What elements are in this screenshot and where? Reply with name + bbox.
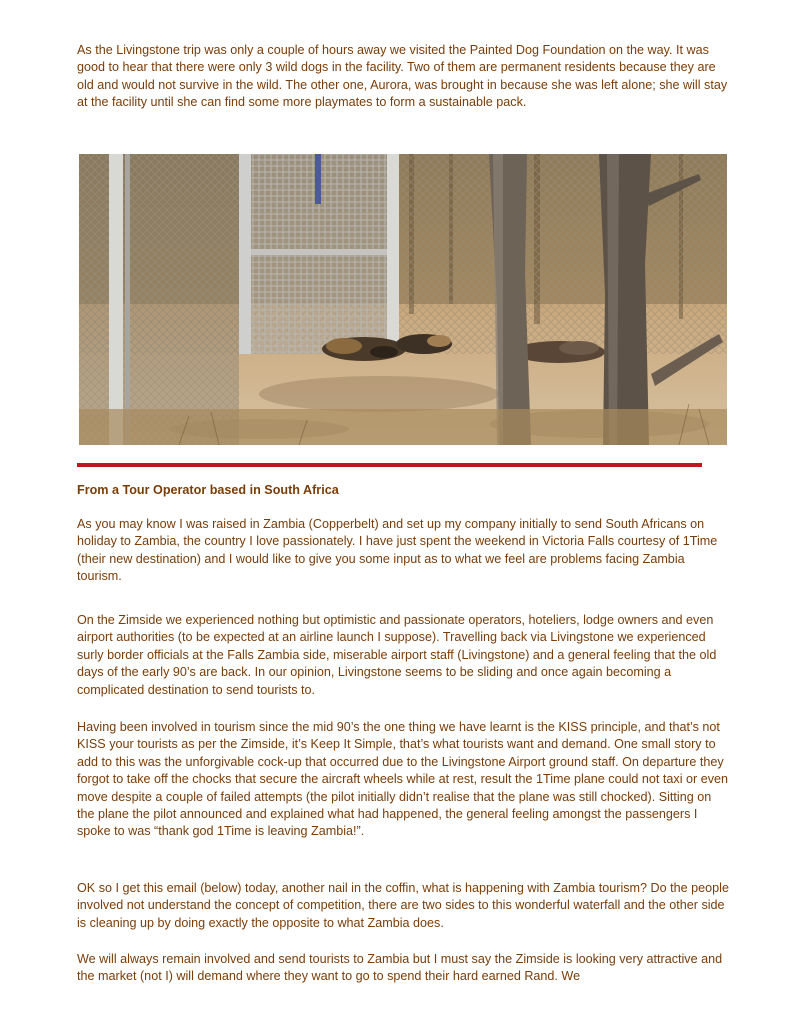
paragraph-3: Having been involved in tourism since the mid 90’s the one thing we have learnt is the KISS principle, and that’s not KISS your tourists as per the Zimside, it’s Keep It Simple, that’s what tourists want and demand. One small story to add to this was the unforgivable cock-up that occurred due to the Livingstone Airport ground staff. On departure they forgot to take off the chocks that secure the aircraft wheels while at rest, result the 1Time plane could not taxi or even move despite a couple of failed attempts (the pilot initially didn’t realise that the plane was still chocked). Sitting on the plane the pilot announced and explained what had happened, the general feeling amongst the passengers I spoke to was “thank god 1Time is leaving Zambia!”. xyxy=(77,720,729,839)
paragraph-1: As you may know I was raised in Zambia (Copperbelt) and set up my company initially to send South Africans on holiday to Zambia, the country I love passionately. I have just spent the weekend in Victoria Falls courtesy of 1Time (their new destination) and I would like to give you some input as to what we feel are problems facing Zambia tourism. xyxy=(77,517,718,584)
paragraph-5: We will always remain involved and send tourists to Zambia but I must say the Zimside is looking very attractive and the market (not I) will demand where they want to go to spend their hard earned Rand. We xyxy=(77,952,723,984)
paragraph-2: On the Zimside we experienced nothing but optimistic and passionate operators, hoteliers, lodge owners and even airport authorities (to be expected at an airline launch I suppose). Travelling back via Livingstone we experienced surly border officials at the Falls Zambia side, miserable airport staff (Livingstone) and a general feeling that the old days of the early 90’s are back. In our opinion, Livingstone seems to be sliding and once again becoming a complicated destination to send tourists to. xyxy=(77,613,717,697)
section-divider xyxy=(77,463,702,467)
section-heading: From a Tour Operator based in South Africa xyxy=(77,483,339,497)
photo-illustration xyxy=(79,154,727,445)
wild-dogs-enclosure-photo xyxy=(79,154,727,445)
intro-paragraph: As the Livingstone trip was only a couple of hours away we visited the Painted Dog Foundation on the way. It was good to hear that there were only 3 wild dogs in the facility. Two of them are permanent residents because they are old and would not survive in the wild. The other one, Aurora, was brought in because she was left alone; she will stay at the facility until she can find some more playmates to form a sustainable pack. xyxy=(77,43,728,110)
paragraph-4: OK so I get this email (below) today, another nail in the coffin, what is happening with Zambia tourism? Do the people involved not understand the concept of competition, there are two sides to this wonderful waterfall and the other side is cleaning up by doing exactly the opposite to what Zambia does. xyxy=(77,881,729,930)
